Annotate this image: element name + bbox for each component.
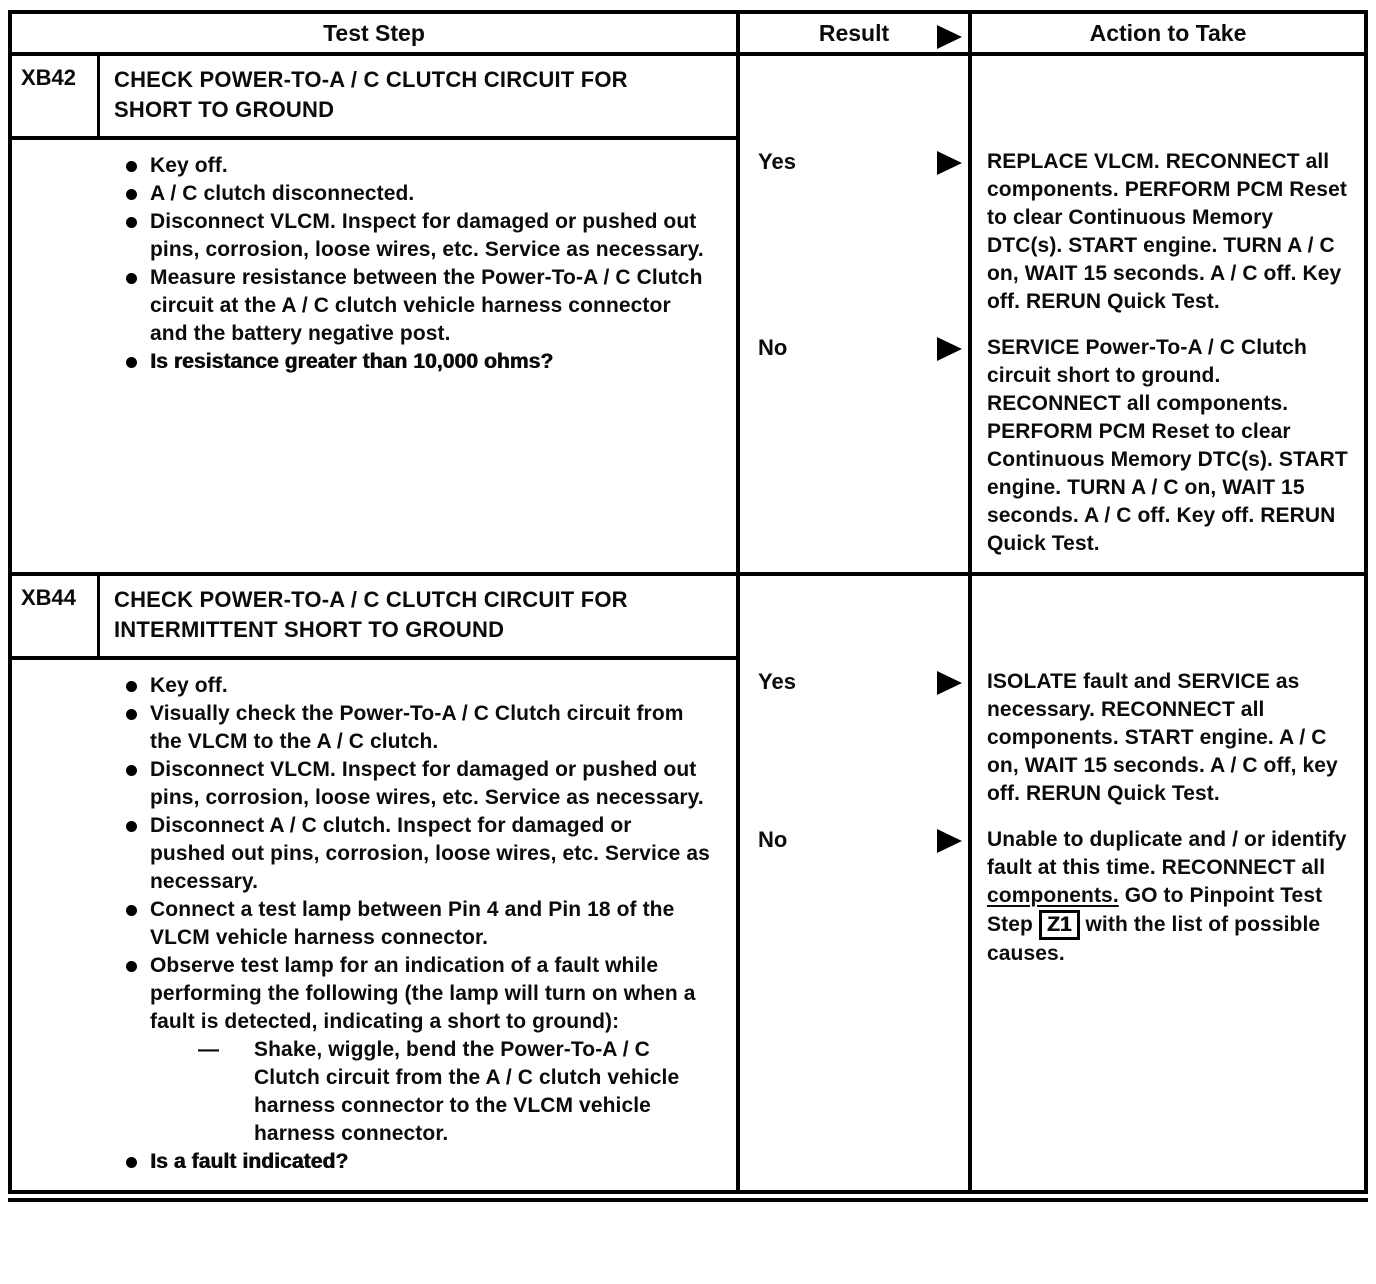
test-step-item	[12, 152, 710, 180]
step-text: Connect a test lamp between Pin 4 and Pin 18 of the VLCM vehicle harness connector.	[150, 898, 675, 949]
action-text: Unable to duplicate and / or identify fault at this time. RECONNECT all	[987, 828, 1347, 879]
action-text: SERVICE Power-To-A / C Clutch circuit short to ground. RECONNECT all components. PERFORM PCM Reset to clear Continuous Memory DTC(s). START engine. TURN A / C on, WAIT 15 seconds. A / C off. Key off. RERUN Quick Test.	[987, 336, 1348, 555]
step-list	[12, 140, 736, 390]
result-action-divider	[968, 56, 972, 572]
step-title: CHECK POWER-TO-A / C CLUTCH CIRCUIT FOR INTERMITTENT SHORT TO GROUND	[114, 587, 628, 642]
result-cell	[740, 148, 968, 316]
test-step-item	[12, 208, 710, 264]
test-step-item	[12, 672, 710, 700]
result-cell	[740, 668, 968, 808]
action-text: GO to Pinpoint Test Step	[987, 884, 1323, 936]
pinpoint-test-table	[8, 10, 1368, 1194]
table-body	[12, 56, 1364, 1190]
result-arrow-icon	[937, 337, 962, 361]
step-text: A / C clutch disconnected.	[150, 182, 415, 205]
action-text: components.	[987, 884, 1119, 907]
test-row	[12, 572, 1364, 1190]
header-action: Action to Take	[968, 14, 1364, 52]
test-step-item	[12, 1148, 710, 1176]
page-bottom-rule	[8, 1198, 1368, 1202]
step-header	[12, 576, 736, 660]
step-text: Disconnect VLCM. Inspect for damaged or pushed out pins, corrosion, loose wires, etc. Service as necessary.	[150, 758, 704, 809]
test-step-item	[12, 756, 710, 812]
step-text: Is a fault indicated?	[150, 1150, 349, 1173]
step-id: XB42	[12, 56, 100, 136]
action-text: REPLACE VLCM. RECONNECT all components. PERFORM PCM Reset to clear Continuous Memory DTC(s). START engine. TURN A / C on, WAIT 15 seconds. A / C off. Key off. RERUN Quick Test.	[987, 150, 1347, 313]
header-result-label: Result	[818, 19, 890, 46]
sub-step-item: — Shake, wiggle, bend the Power-To-A / C Clutch circuit from the A / C clutch vehicle harness connector to the VLCM vehicle harness connector.	[150, 1036, 710, 1148]
step-id: XB44	[12, 576, 100, 656]
action-cell	[968, 668, 1364, 808]
test-step-item	[12, 952, 710, 1148]
result-cell	[740, 826, 968, 968]
result-label: No	[758, 827, 788, 852]
test-step-cell	[12, 56, 740, 572]
result-label: No	[758, 335, 788, 360]
result-arrow-icon	[937, 671, 962, 695]
action-cell	[968, 334, 1364, 558]
action-text: ISOLATE fault and SERVICE as necessary. RECONNECT all components. START engine. A / C on, WAIT 15 seconds. A / C off, key off. RERUN Quick Test.	[987, 670, 1338, 805]
result-action-area	[740, 56, 1364, 572]
step-text: Disconnect A / C clutch. Inspect for damaged or pushed out pins, corrosion, loose wires, etc. Service as necessary.	[150, 814, 710, 893]
step-text: Observe test lamp for an indication of a fault while performing the following (the lamp will turn on when a fault is detected, indicating a short to ground):	[150, 954, 696, 1033]
result-action-area	[740, 576, 1364, 1190]
test-step-item	[12, 348, 710, 376]
step-text: Is resistance greater than 10,000 ohms?	[150, 350, 554, 373]
test-step-cell	[12, 576, 740, 1190]
action-cell	[968, 826, 1364, 968]
step-list	[12, 660, 736, 1190]
test-step-item	[12, 896, 710, 952]
result-cell	[740, 334, 968, 558]
action-cell	[968, 148, 1364, 316]
step-text: Visually check the Power-To-A / C Clutch circuit from the VLCM to the A / C clutch.	[150, 702, 684, 753]
test-step-item	[12, 264, 710, 348]
pinpoint-step-ref: Z1	[1039, 910, 1080, 940]
step-text: Disconnect VLCM. Inspect for damaged or pushed out pins, corrosion, loose wires, etc. Service as necessary.	[150, 210, 704, 261]
step-header	[12, 56, 736, 140]
result-arrow-icon	[937, 25, 962, 49]
test-step-item	[12, 812, 710, 896]
step-text: Key off.	[150, 154, 228, 177]
test-step-item	[12, 700, 710, 756]
step-text: Key off.	[150, 674, 228, 697]
header-test-step: Test Step	[12, 14, 740, 52]
result-arrow-icon	[937, 829, 962, 853]
step-title: CHECK POWER-TO-A / C CLUTCH CIRCUIT FOR SHORT TO GROUND	[114, 67, 628, 122]
result-label: Yes	[758, 149, 796, 174]
test-row	[12, 56, 1364, 572]
test-step-item	[12, 180, 710, 208]
header-result	[740, 14, 968, 52]
table-header-row	[12, 14, 1364, 56]
result-action-divider	[968, 576, 972, 1190]
action-text: with the list of possible causes.	[987, 913, 1321, 965]
result-arrow-icon	[937, 151, 962, 175]
result-label: Yes	[758, 669, 796, 694]
step-text: Measure resistance between the Power-To-A / C Clutch circuit at the A / C clutch vehicle harness connector and the battery negative post.	[150, 266, 703, 345]
